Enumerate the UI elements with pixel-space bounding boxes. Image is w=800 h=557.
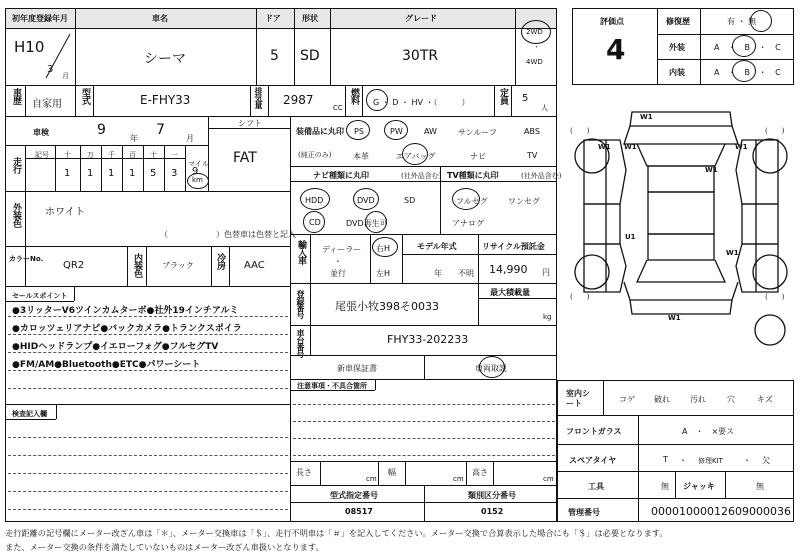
first-reg-label: 初年度登録年月 [12,14,68,23]
jack-label: ジャッキ [683,482,715,491]
shape-value: SD [300,48,320,64]
windshield-options: A ・ ×要ス [682,427,735,436]
door-value: 5 [270,48,279,64]
repair-history-label: 修復歴 [666,17,690,26]
interior-b-circle [732,60,756,82]
equip-navi: ナビ [470,152,486,161]
max-load-label: 最大積載量 [490,288,530,297]
door-label: ドア [265,14,281,23]
notes-label: 注意事項・不具合箇所 [297,382,367,390]
shape-label: 形状 [302,14,318,23]
inspection-year: 9 [97,122,106,138]
repair-options: 有 ・ 無 [727,17,757,26]
type-number-label: 型式指定番号 [330,491,378,500]
w1-marker: W1 [598,143,611,151]
inspection-label: 車検 [33,128,49,137]
new-car-warranty: 新車保証書 [337,364,377,373]
shift-value: FAT [233,150,257,166]
model-year-unit: 年 [434,269,442,278]
navi-cd-circle [303,211,325,233]
kind-value: 自家用 [32,99,62,110]
equip-airbag: エアバッグ [396,152,436,161]
spare-dot: ・ [743,456,751,465]
chassis-label: 車台番号 [296,329,305,357]
mileage-record-label: 記号 [35,151,49,159]
drive-2wd: 2WD [526,28,543,36]
footer-note-1: 走行距離の記号欄にメーター改ざん車は「＊」、メーター交換車は「＄」、走行不明車は「＃」を記入してください。メーター交換で合算表示した場合にも「＄」は必要となります。 [5,528,668,538]
w1-marker: W1 [726,249,739,257]
footer-note-2: また、メーター交換の条件を満たしていないものはメーター改ざん車扱いとなります。 [5,542,324,552]
paren-marker: ( ) [765,293,785,301]
equip-airbag-circle [402,143,428,165]
recycle-label: リサイクル預託金 [482,242,545,251]
navi-hdd-circle [300,188,330,210]
model-year-unknown: 不明 [458,269,474,278]
drive-4wd: 4WD [526,58,543,66]
mileage-digit: 1 [87,168,94,179]
digit-header: 千 [108,151,115,159]
capacity-value: 5 [522,93,529,104]
fuel-gas-circle [366,89,388,111]
color-label: 外装色 [11,203,21,227]
shift-label: シフト [238,119,262,128]
registration-value: 尾張小牧398そ0033 [335,300,439,313]
inspection-month: 7 [156,122,165,138]
ac-value: AAC [244,260,265,271]
inspection-year-unit: 年 [130,134,138,143]
tools-label: 工具 [588,482,604,491]
fuel-options: G ・ D ・ HV ・（ ） [373,98,470,107]
color-no-value: QR2 [63,260,85,271]
import-parallel: 並行 [330,269,346,278]
equip-tv: TV [527,151,538,160]
seat-burn: コゲ [619,395,635,404]
tv-fullseg: フルセグ [456,197,488,206]
score-label: 評価点 [600,17,624,26]
inspection-month-unit: 月 [186,134,194,143]
navi-dvd: DVD [357,196,375,205]
spare-missing: 欠 [762,456,770,465]
type-number-value: 08517 [345,507,373,516]
color-note: （ ）色替車は色替と記入 [160,230,296,239]
navi-dvd-play-circle [365,211,387,233]
selling-point-line: ●カロッツェリアナビ●バックカメラ●トランクスポイラ [12,324,242,334]
digit-header: 一 [171,151,178,159]
navi-sd: SD [404,196,416,205]
spare-repair-kit: 修理KIT [698,457,723,465]
tv-label: TV種類に丸印 [447,171,499,180]
import-dot: ・ [334,257,342,266]
w1-marker: W1 [640,113,653,121]
class-number-label: 類別区分番号 [468,491,516,500]
paren-marker: ( ) [765,127,785,135]
header-label-band [6,9,556,28]
equip-aw: AW [424,127,437,136]
windshield-label: フロントガラス [566,427,622,436]
displacement-unit: CC [333,104,343,112]
equipment-sub-label: (純正のみ) [298,151,332,159]
navi-cd: CD [309,218,321,227]
equip-pw: PW [390,127,403,136]
navi-hdd: HDD [305,196,324,205]
tools-value: 無 [661,482,669,491]
seat-tear: 破れ [654,395,670,404]
car-damage-diagram [562,96,800,366]
mileage-label: 走行 [11,157,21,173]
paren-marker: ( ) [570,127,590,135]
spare-dot: ・ [679,456,687,465]
model-year-label: モデル年式 [417,242,457,251]
equip-ps: PS [354,127,364,136]
digit-header: 百 [129,151,136,159]
import-label: 輸入車 [296,240,306,264]
exterior-options: A ・ B ・ C [714,43,781,52]
capacity-label: 定員 [498,88,508,104]
manual-circle [479,356,505,378]
inspector-notes-label: 検査記入欄 [12,410,47,418]
equip-ps-circle [346,120,370,140]
equip-sunroof: サンルーフ [458,128,497,137]
equip-abs: ABS [524,127,540,136]
interior-color-label: 内装色 [132,253,142,277]
chassis-value: FHY33-202233 [387,333,469,346]
seat-dirt: 汚れ [690,395,706,404]
tv-oneseg: ワンセグ [508,197,540,206]
navi-dvd-circle [353,188,379,210]
registration-label: 登録番号 [296,290,305,318]
vehicle-manual: 車両取説 [475,364,507,373]
car-name-value: シーマ [144,51,186,67]
tv-sub: (社外品含む) [521,172,562,180]
navi-label: ナビ種類に丸印 [313,171,369,180]
w1-marker: W1 [705,166,718,174]
mileage-digit: 5 [150,168,157,179]
exterior-label: 外装 [669,43,685,52]
mileage-digit: 9 [192,166,199,177]
km-label: km [192,176,203,184]
digit-header: 万 [87,151,94,159]
equipment-label: 装備品に丸印 [296,127,344,136]
first-reg-month-unit: 月 [62,72,69,80]
w1-marker: W1 [624,143,637,151]
mileage-lead-digit: 1 [64,168,71,179]
color-value: ホワイト [45,207,85,218]
selling-point-line: ●FM/AM●Bluetooth●ETC●パワーシート [12,360,201,370]
length-label: 長さ [296,468,312,477]
tv-analog: アナログ [452,219,484,228]
drive-dot: ・ [533,43,540,51]
kind-label: 車歴 [11,88,21,104]
equip-pw-circle [384,120,408,140]
color-no-label: カラーNo. [9,255,44,263]
selling-point-line: ●HIDヘッドランプ●イエローフォグ●フルセグTV [12,342,219,352]
seat-label: 室内シート [566,389,590,408]
length-unit: cm [366,475,377,483]
model-label: 型式 [80,88,90,104]
max-load-unit: kg [543,313,552,321]
import-dealer: ディーラー [322,245,362,254]
right-hand-circle [372,237,398,257]
spare-t: T [663,455,668,464]
grade-value: 30TR [402,48,439,64]
first-reg-month: 3 [47,64,54,75]
model-value: E-FHY33 [140,93,191,107]
seat-hole: 穴 [727,395,735,404]
w1-marker: W1 [735,143,748,151]
digit-header: 十 [64,151,71,159]
width-label: 幅 [388,468,396,477]
mile-label: マイル [188,160,209,168]
class-number-value: 0152 [481,507,504,516]
height-label: 高さ [472,468,488,477]
digit-header: 十 [150,151,157,159]
displacement-label: 排気量 [254,87,263,108]
selling-point-line: ●3リッターV6ツインカムターボ●社外19インチアルミ [12,306,239,316]
interior-options: A ・ B ・ C [714,68,781,77]
seat-scratch: キズ [757,395,773,404]
ac-label: 冷房 [215,253,225,269]
car-name-label: 車名 [152,14,168,23]
navi-sub: (社外品含む) [401,172,442,180]
jack-value: 無 [756,482,764,491]
management-number-value: 0000100001260900003​6 [651,505,791,518]
first-reg-era: H10 [14,38,45,56]
score-value: 4 [606,33,626,66]
interior-color-value: ブラック [162,261,194,270]
mileage-digit: 1 [108,168,115,179]
u1-marker: U1 [625,233,636,241]
repair-none-circle [750,10,772,32]
selling-points-label: セールスポイント [12,292,68,300]
left-hand: 左H [376,269,391,278]
displacement-value: 2987 [283,93,314,107]
mileage-digit: 3 [171,168,178,179]
recycle-unit: 円 [542,268,550,277]
capacity-unit: 人 [541,104,548,112]
recycle-value: 14,990 [489,263,528,276]
grade-label: グレード [405,14,437,23]
right-hand: 右H [376,244,391,253]
fuel-label: 燃料 [349,88,359,104]
management-number-label: 管理番号 [568,508,600,517]
width-unit: cm [453,475,464,483]
equip-leather: 本革 [353,152,369,161]
height-unit: cm [543,475,554,483]
w1-marker: W1 [668,314,681,322]
interior-label: 内装 [669,68,685,77]
spare-tire-label: スペアタイヤ [569,456,617,465]
navi-dvd-play: DVD再生可 [346,219,388,228]
exterior-b-circle [732,35,756,57]
mileage-digit: 1 [129,168,136,179]
tv-fullseg-circle [452,188,480,210]
paren-marker: ( ) [570,293,590,301]
